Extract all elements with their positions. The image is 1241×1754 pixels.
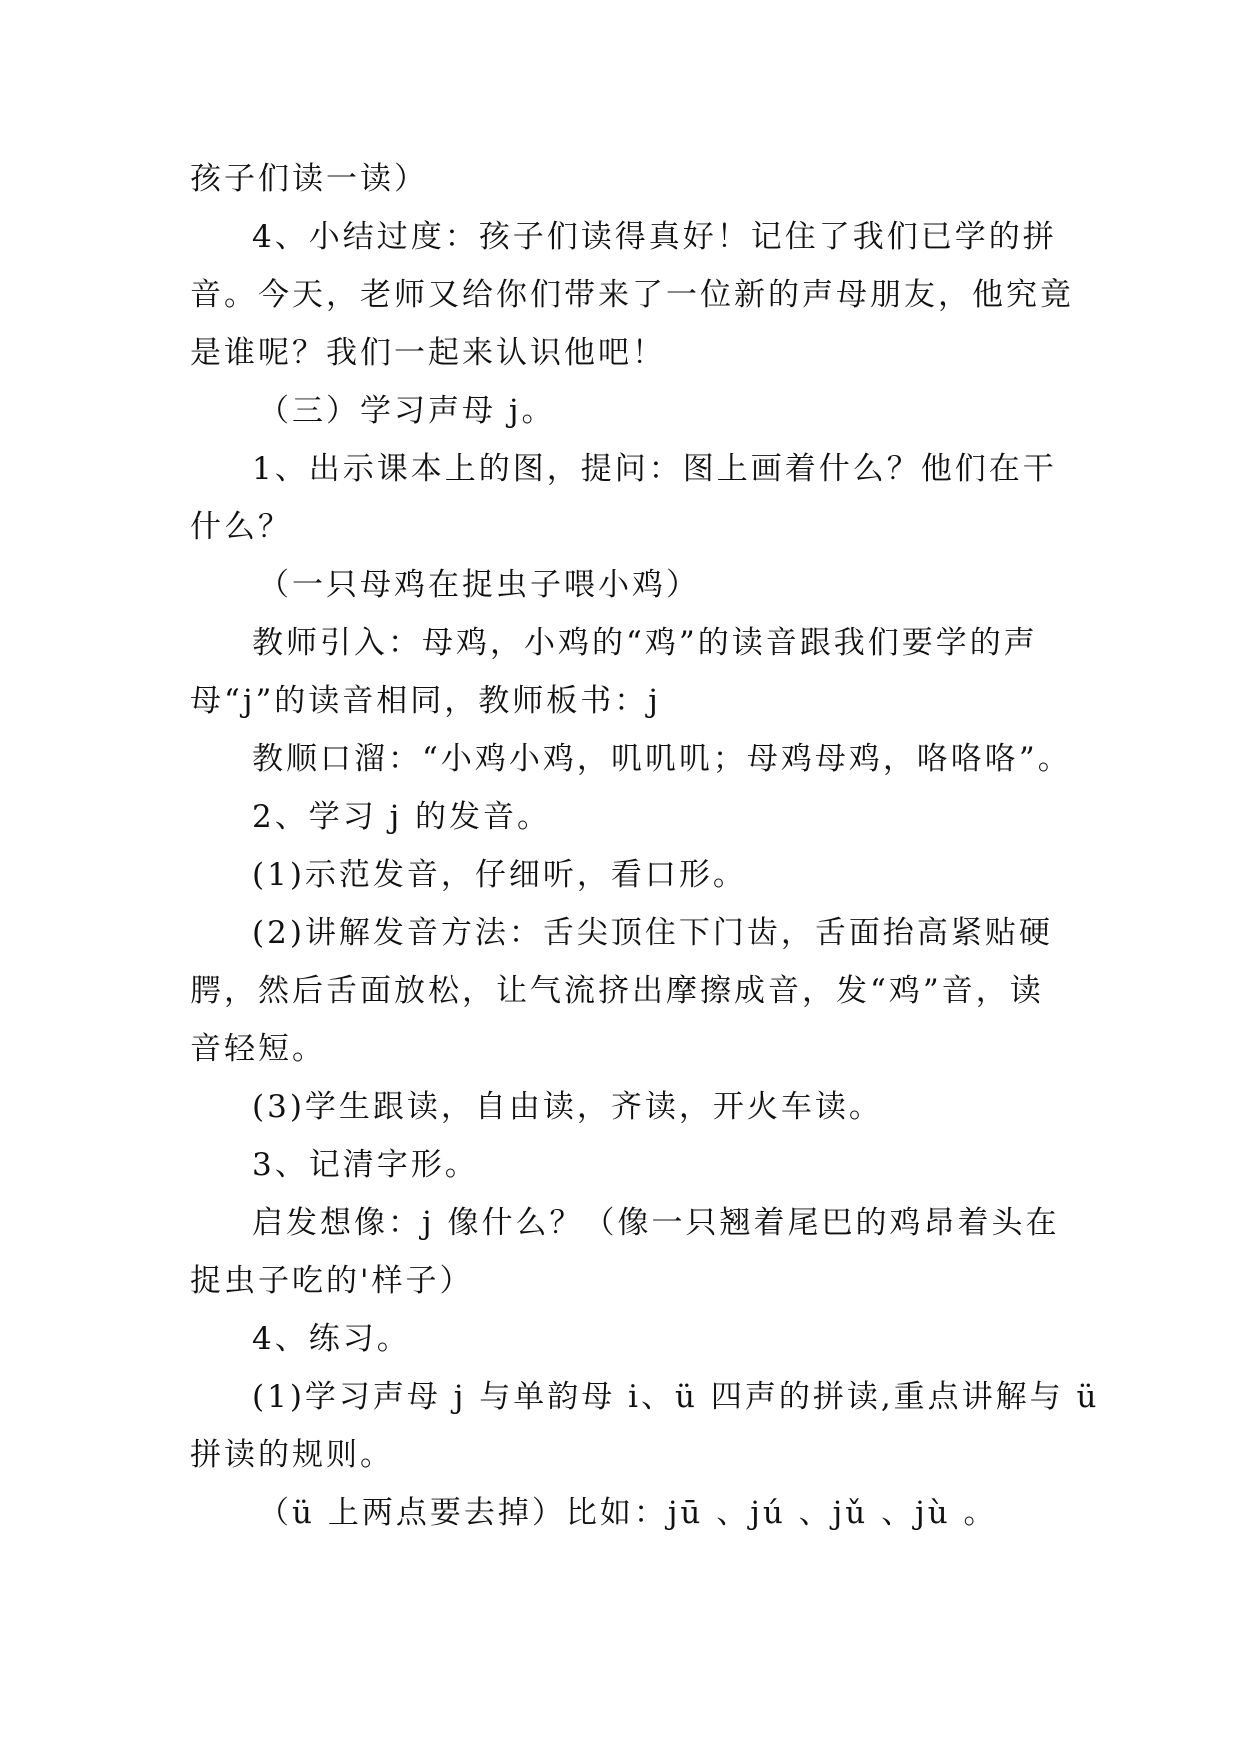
text-line: 母“j”的读音相同，教师板书：j <box>190 683 661 719</box>
section-heading: （三）学习声母 j。 <box>258 393 556 429</box>
text-line: 4、小结过度：孩子们读得真好！记住了我们已学的拼 <box>252 219 1057 255</box>
text-line: (3)学生跟读，自由读，齐读，开火车读。 <box>252 1089 883 1125</box>
text-line: (2)讲解发音方法：舌尖顶住下门齿，舌面抬高紧贴硬 <box>252 915 1053 951</box>
text-line: 3、记清字形。 <box>252 1147 479 1183</box>
text-line: 拼读的规则。 <box>190 1437 394 1473</box>
text-line: 音。今天，老师又给你们带来了一位新的声母朋友，他究竟 <box>190 277 1074 313</box>
text-line: 1、出示课本上的图，提问：图上画着什么？他们在干 <box>252 451 1057 487</box>
text-line: 什么？ <box>190 509 292 545</box>
text-line: （ü 上两点要去掉）比如：jū 、jú 、jǔ 、jù 。 <box>258 1495 998 1531</box>
text-line: 腭，然后舌面放松，让气流挤出摩擦成音，发“鸡”音，读 <box>190 973 1044 1009</box>
text-line: 教顺口溜：“小鸡小鸡，叽叽叽；母鸡母鸡，咯咯咯”。 <box>252 741 1072 777</box>
text-line: (1)示范发音，仔细听，看口形。 <box>252 857 747 893</box>
text-line: 孩子们读一读） <box>190 161 428 197</box>
text-line: 教师引入：母鸡，小鸡的“鸡”的读音跟我们要学的声 <box>252 625 1038 661</box>
lesson-plan-text <box>190 150 1100 1542</box>
text-line: 捉虫子吃的'样子） <box>190 1263 474 1299</box>
text-line: 4、练习。 <box>252 1321 411 1357</box>
text-line: (1)学习声母 j 与单韵母 i、ü 四声的拼读,重点讲解与 ü <box>252 1379 1100 1415</box>
text-line: 音轻短。 <box>190 1031 326 1067</box>
text-line: （一只母鸡在捉虫子喂小鸡） <box>258 567 700 603</box>
text-line: 启发想像：j 像什么？（像一只翘着尾巴的鸡昂着头在 <box>252 1205 1060 1241</box>
text-line: 是谁呢？我们一起来认识他吧！ <box>190 335 666 371</box>
text-line: 2、学习 j 的发音。 <box>252 799 552 835</box>
